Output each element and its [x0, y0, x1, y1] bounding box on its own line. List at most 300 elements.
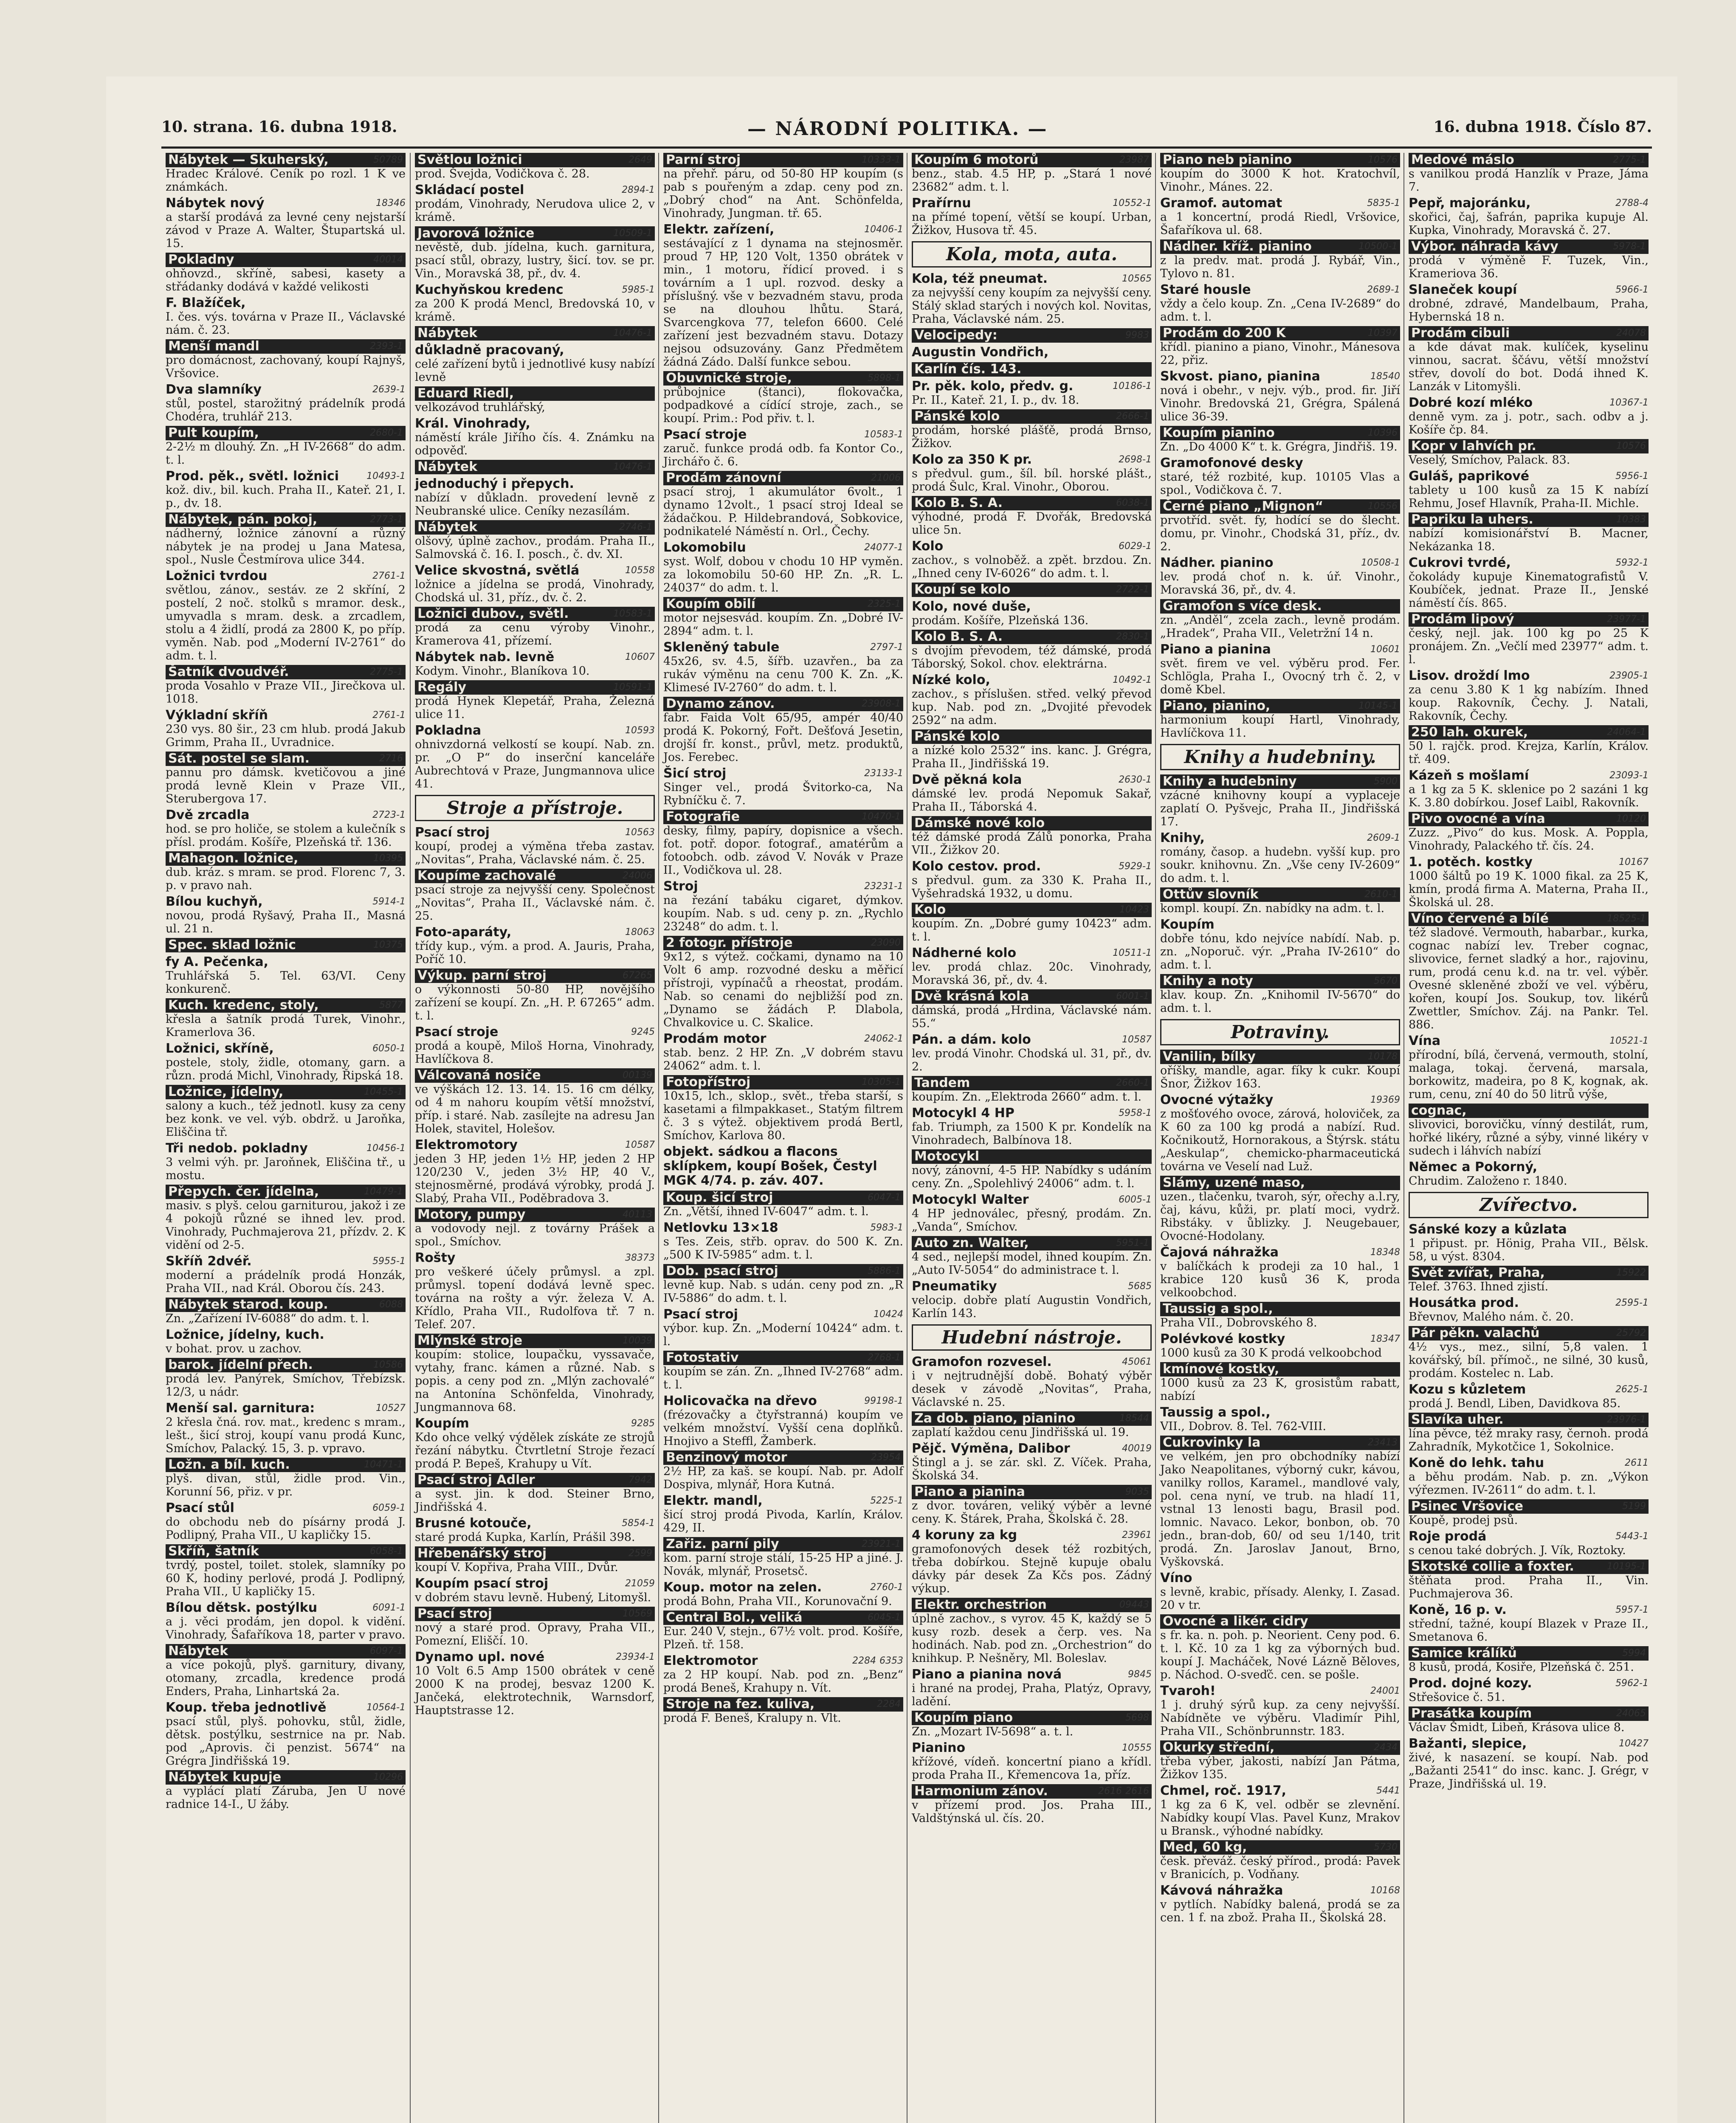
classified-ad	[415, 969, 655, 1022]
ad-text: v dobrém stavu levně. Hubený, Litomyšl.	[415, 1591, 651, 1604]
ad-heading-text: Sánské kozy a kůzlata	[1409, 1222, 1567, 1237]
ad-code: 23090	[871, 938, 901, 948]
classified-ad	[912, 1711, 1152, 1738]
ad-text: dámské lev. prodá Nepomuk Sakař, Praha II., Táborská 4.	[912, 787, 1152, 814]
classified-ad	[1409, 612, 1649, 666]
classified-ad	[166, 1085, 406, 1139]
ad-code: 24006	[623, 870, 652, 881]
classified-ad	[912, 1076, 1152, 1104]
ad-text: 4 sed., nejlepší model, ihned koupím. Zn. „Auto IV-5054“ do administrace t. l.	[912, 1250, 1152, 1277]
ad-heading-text: Psací stůl	[166, 1501, 234, 1515]
ad-heading-text: Dynamo upl. nové	[415, 1650, 545, 1664]
classified-ad	[1409, 912, 1649, 1031]
ad-heading-text: Kozu s kůzletem	[1409, 1382, 1526, 1397]
ad-text: s předvul. gum. za 330 K. Praha II., Vyšehradská 1932, u domu.	[912, 874, 1152, 900]
classified-ad	[166, 998, 406, 1039]
ad-heading-text: Kuch. kredenc, stoly,	[168, 998, 319, 1013]
ad-text: též dámské prodá Zálů ponorka, Praha VII., Žižkov 20.	[912, 831, 1152, 857]
ad-heading	[1160, 1362, 1400, 1377]
ad-text: fabr. Faida Volt 65/95, ampér 40/40 prodá K. Pokorný, Fořt. Dešťová Jesetin, drojší fr. konst., průvl, metz. produktů, Jos. Ferebec.	[663, 711, 903, 764]
ad-heading	[1409, 556, 1649, 570]
ad-heading-text: Víno červené a bílé	[1411, 911, 1549, 926]
classified-ad	[1409, 1034, 1649, 1101]
ad-text: velkozávod truhlářský,	[415, 401, 545, 414]
ad-text: též sladové. Vermouth, habarbar., kurka, cognac nabízí lev. Treber cognac, slivovice, fernet sladký a hor., rajovinu, rum, prodá cenu k.d. na tr. vel. výběr. Ovesné skleněné zboží ve vel. výběru, kořen, koupí Jos. Soukup, tov. likérů Zwettler, Smíchov. Záj. na Pankr. Tel. 886.	[1409, 926, 1649, 1031]
ad-text: ohnivzdorná velkostí se koupí. Nab. zn. pr. „O P“ do inserční kanceláře Aubrechtová v Praze, Jungmannova ulice 41.	[415, 738, 655, 791]
ad-heading-text: Tandem	[914, 1076, 970, 1090]
ad-heading-text: Lisov. droždí lmo	[1409, 668, 1530, 683]
ad-heading	[912, 1236, 1152, 1250]
ad-code: 10456-1	[366, 1143, 406, 1154]
ad-heading	[912, 1528, 1152, 1543]
ad-text: denně vym. za j. potr., sach. odbv a j. Košíře čp. 84.	[1409, 410, 1649, 436]
ad-heading-text: Prodám zánovní	[666, 470, 781, 485]
ad-heading	[415, 326, 655, 341]
ad-code: 10552-1	[1113, 198, 1152, 208]
ad-heading	[912, 1741, 1152, 1755]
ad-heading-text: Světlou ložnici	[417, 153, 522, 167]
classified-ad	[1160, 1571, 1400, 1612]
classified-ad	[1160, 1784, 1400, 1838]
ad-code: 09443	[1119, 1599, 1149, 1610]
ad-heading-text: Psací stroj	[663, 1307, 738, 1322]
ad-text: prodá v výměně F. Tuzek, Vin., Krameriova 36.	[1409, 254, 1649, 280]
ad-code: 5985-1	[622, 284, 655, 295]
ad-heading	[663, 810, 903, 824]
classified-ad	[415, 417, 655, 457]
classified-ad	[912, 196, 1152, 237]
classified-ad	[166, 1770, 406, 1811]
ad-heading-text: Menší sal. garnitura:	[166, 1401, 315, 1416]
ad-code: 6353	[879, 1656, 903, 1666]
ad-code: 10555	[1122, 1743, 1152, 1753]
classified-ad	[415, 825, 655, 866]
ad-code: 5698	[1125, 1712, 1149, 1723]
ad-heading-text: Prodám do 200 K	[1163, 326, 1286, 341]
ad-code: 2775-1	[370, 667, 403, 677]
ad-text: Veselý, Smíchov, Palack. 83.	[1409, 453, 1570, 467]
ad-code: 67265	[623, 970, 652, 981]
ad-heading-text: Nádherné kolo	[912, 946, 1017, 960]
ad-heading-text: Koup. třeba jednotlivě	[166, 1700, 327, 1715]
classified-ad	[1160, 456, 1400, 497]
ad-heading	[1409, 196, 1649, 211]
ad-code: 2698-1	[1119, 454, 1152, 465]
ad-text: a nízké kolo 2532“ ins. kanc. J. Grégra, Praha II., Jindřišská 19.	[912, 744, 1152, 770]
ad-heading	[166, 339, 406, 354]
ad-heading	[663, 1654, 903, 1668]
classified-ad	[166, 1298, 406, 1325]
ad-code: 24065	[1616, 1708, 1646, 1719]
classified-ad	[415, 1473, 655, 1514]
ad-text: ve výškách 12. 13. 14. 15. 16 cm délky, od 4 m nahoru koupím větší množství, příp. i staré. Nab. zasílejte na adresu Jan Holek, stavitel, Holešov.	[415, 1083, 655, 1135]
ad-heading	[166, 512, 406, 527]
ad-code: 10569	[623, 1608, 652, 1619]
ad-code: 10576	[1368, 155, 1398, 165]
ad-code: 2768-1	[868, 1352, 901, 1363]
ad-text: vždy a čelo koup. Zn. „Cena IV-2689“ do adm. t. l.	[1160, 297, 1400, 324]
ad-heading-text: Psací stroj Adler	[417, 1473, 535, 1487]
classified-ad	[1409, 439, 1649, 467]
ad-text: 230 vys. 80 šir., 23 cm hlub. prodá Jakub Grimm, Praha II., Uvradnice.	[166, 723, 406, 749]
ad-text: gramofonových desek též rozbitých, třeba dobírkou. Stejně kupuje obalu dávky pár desek Za Kčs pos. Zádný výkup.	[912, 1543, 1152, 1595]
ad-heading-text: Knihy,	[1160, 831, 1205, 845]
ad-heading-text: Skotské collie a foxter.	[1411, 1559, 1574, 1574]
ad-heading	[1409, 1160, 1649, 1174]
ad-code: 18348	[1370, 1247, 1400, 1258]
ad-heading-text: Knihy a noty	[1163, 974, 1253, 988]
classified-ad	[166, 1358, 406, 1399]
classified-ad	[663, 1450, 903, 1491]
ad-text: lína pěvce, též mraky rasy, černoh. prodá Zahradník, Mykotčice 1, Sokolnice.	[1409, 1427, 1649, 1453]
ad-heading-text: Němec a Pokorný,	[1409, 1160, 1538, 1174]
ad-code: 6091-1	[372, 1602, 406, 1613]
classified-ad	[166, 1701, 406, 1768]
ad-heading-text: Pult koupím,	[168, 425, 259, 440]
classified-ad	[912, 1149, 1152, 1190]
ad-heading	[166, 955, 406, 969]
ad-heading-text: Menší mandl	[168, 339, 259, 354]
ad-heading-text: Fotopřístroj	[666, 1075, 751, 1090]
classified-ad	[663, 153, 903, 220]
ad-heading	[166, 1328, 406, 1342]
classified-ad	[912, 600, 1152, 627]
classified-ad	[1409, 725, 1649, 766]
ad-text: 1 kg za 6 K, vel. odběr se zlevnění. Nabídky koupí Vlas. Pavel Kunz, Mrakov u Bransk., výhodné nabídky.	[1160, 1798, 1400, 1838]
ad-heading-text: Psací stroje	[663, 427, 747, 442]
ad-heading-text: Prasátka koupím	[1411, 1706, 1532, 1721]
ad-text: novou, prodá Ryšavý, Praha II., Masná ul. 21 n.	[166, 909, 406, 935]
ad-code: 00139	[623, 1070, 652, 1081]
ad-heading-text: Výbor. náhrada kávy	[1411, 239, 1558, 254]
ad-heading	[1160, 887, 1400, 902]
classified-ad	[166, 1501, 406, 1542]
ad-heading-text: Psací stroj	[415, 825, 490, 840]
classified-ad	[663, 1494, 903, 1535]
ad-heading	[166, 1644, 406, 1658]
ad-code: 5443-1	[1615, 1531, 1649, 1542]
ad-text: prodám, Vinohrady, Nerudova ulice 2, v krámě.	[415, 197, 655, 224]
classified-ad	[166, 752, 406, 805]
ad-text: o výkonnosti 50-80 HP, novějšího zařízení se koupí. Zn. „H. P. 67265“ adm. t. l.	[415, 983, 655, 1022]
ad-text: (frézovačky a čtyřstranná) koupím ve velkém množství. Vyšší cena doplňků. Hnojivo a Steffl, Žamberk.	[663, 1408, 903, 1448]
ad-text: tablety u 100 kusů za 15 K nabízí Rehmu, Josef Hlavník, Praha-II. Michle.	[1409, 484, 1649, 510]
ad-heading-text: Hřebenářský stroj	[417, 1546, 547, 1561]
ad-heading-text: Staré housle	[1160, 282, 1251, 297]
ad-heading-text: Okurky střední,	[1163, 1740, 1275, 1755]
ad-text: 45x26, sv. 4.5, šířb. uzavřen., ba za rukáv výměnu na cenu 700 K. Zn. „K. Klimesé IV-2760“ do adm. t. l.	[663, 655, 903, 694]
ad-heading-text: Prodám motor	[663, 1031, 767, 1046]
ad-heading-text: Šicí stroj	[663, 766, 727, 781]
ad-text: ložnice a jídelna se prodá, Vinohrady, Chodská ul. 31, příz., dv. č. 2.	[415, 578, 655, 604]
ad-code: 18544	[1119, 1413, 1149, 1424]
ad-heading	[1409, 326, 1649, 341]
ad-heading	[166, 1544, 406, 1559]
ad-code: 23133-1	[864, 768, 903, 779]
ad-heading-text: Výkladní skříň	[166, 708, 268, 723]
ad-heading-text: Koupím	[1160, 917, 1215, 932]
ad-text: za 2 HP koupí. Nab. pod zn. „Benz“ prodá Beneš, Krahupy n. Vít.	[663, 1668, 903, 1695]
classified-ad	[415, 226, 655, 280]
ad-text: a syst. jin. k dod. Steiner Brno, Jindřišská 4.	[415, 1487, 655, 1514]
classified-ad	[166, 469, 406, 510]
ad-text: nabízí komisionářství B. Macner, Nekázanka 18.	[1409, 527, 1649, 553]
classified-ad	[1160, 1362, 1400, 1403]
ad-heading	[663, 1611, 903, 1625]
ad-heading	[1160, 283, 1400, 297]
ad-code: 6038-1	[1116, 498, 1149, 508]
classified-ad	[415, 343, 655, 384]
ad-text: 3 velmi výh. pr. Jaroňnek, Eliščina tř., u mostu.	[166, 1156, 406, 1182]
ad-code: 10367-1	[1609, 397, 1649, 408]
ad-heading-text: Piano a pianina nová	[912, 1667, 1062, 1682]
ad-heading	[1409, 1646, 1649, 1661]
ad-text: z mošťového ovoce, zárová, holoviček, za K 60 za 100 kg prodá a nabízí. Rud. Kočnikoutž, Hornorakous, a Štýrsk. státu „Aeskulap“, chemicko-pharmaceutická továrna ve Veselí nad Luž.	[1160, 1107, 1400, 1173]
masthead	[161, 118, 1652, 144]
classified-ad	[912, 1598, 1152, 1665]
ad-heading-text: Piano neb pianino	[1163, 153, 1292, 167]
ad-text: desky, filmy, papíry, dopisnice a všech. fot. potř. dopor. fotograf., amatérům a fotoobch. odb. závod V. Novák v Praze II., Vodičkova ul. 28.	[663, 824, 903, 877]
ad-text: 1000 kusů za 30 K prodá velkoobchod	[1160, 1346, 1382, 1360]
ad-heading	[1160, 369, 1400, 384]
column-1	[161, 153, 410, 2123]
ad-heading-text: 4 koruny za kg	[912, 1528, 1017, 1543]
ad-heading-text: Nádher. pianino	[1160, 555, 1274, 570]
ad-text: koupím. Zn. „Elektroda 2660“ adm. t. l.	[912, 1090, 1142, 1104]
ad-code: 10556	[1368, 501, 1398, 512]
ad-text: oříšky, mandle, agar. fíky k cukr. Koupí Šnor, Žižkov 163.	[1160, 1064, 1400, 1090]
ad-code: 10471-1	[364, 1459, 403, 1470]
ad-text: harmonium koupí Hartl, Vinohrady, Havlíčkova 11.	[1160, 713, 1400, 740]
ad-text: dámská, prodá „Hrdina, Václavské nám. 55.“	[912, 1004, 1152, 1030]
ad-heading-text: Eduard Riedl,	[417, 386, 514, 401]
classified-ad	[912, 1193, 1152, 1233]
ad-heading-text: jednoduchý i přepych.	[415, 476, 574, 491]
classified-ad	[1160, 918, 1400, 971]
ad-heading	[415, 283, 655, 297]
classified-ad	[912, 1485, 1152, 1526]
classified-ad	[912, 453, 1152, 493]
ad-text: Zn. „Do 4000 K“ t. k. Grégra, Jindřiš. 19.	[1160, 440, 1398, 453]
ad-text: dub. kráz. s mram. se prod. Florenc 7, 3. p. v pravo nah.	[166, 866, 406, 892]
ad-heading-text: Pianino	[912, 1740, 966, 1755]
ad-text: Pr. II., Kateř. 21, I. p., dv. 18.	[912, 394, 1079, 407]
ad-heading-text: Bílou kuchyň,	[166, 894, 263, 909]
classified-ad	[166, 153, 406, 194]
ad-heading-text: Šatník dvoudvéř.	[168, 664, 289, 679]
ad-text: 1000 kusů za 23 K, grosistům rabatt, nabízí	[1160, 1377, 1400, 1403]
ad-heading-text: Koupím piano	[914, 1710, 1013, 1725]
ad-heading	[912, 816, 1152, 831]
ad-heading-text: Elektr. zařízení,	[663, 222, 775, 237]
ad-heading	[415, 607, 655, 621]
ad-text: třídy kup., vým. a prod. A. Jauris, Praha, Poříč 10.	[415, 940, 655, 966]
ad-code: 2393-1	[370, 341, 403, 352]
ad-text: zachov., s volnoběž. a zpět. brzdou. Zn. „Ihned ceny IV-6026“ do adm. t. l.	[912, 554, 1152, 580]
ad-text: čokolády kupuje Kinematografistů V. Koubíček, jednat. Praze II., Jenské náměstí čís. 865.	[1409, 570, 1649, 610]
ad-heading-text: Velocipedy:	[914, 328, 998, 343]
ad-heading-text: Nábytek starod. koup.	[168, 1297, 328, 1312]
classified-ad	[1409, 1646, 1649, 1674]
ad-heading-text: Fotostativ	[666, 1350, 739, 1365]
ad-text: prodá za cenu výroby Vinohr., Kramerova 41, přízemí.	[415, 621, 655, 648]
ad-code: 2760-1	[870, 1582, 903, 1593]
ad-heading-text: Slavíka uher.	[1411, 1412, 1504, 1427]
classified-ad	[1409, 1296, 1649, 1323]
ad-code: 10576	[1616, 441, 1646, 451]
ad-heading-text: Nábytek	[168, 1644, 228, 1658]
classified-ad	[1409, 153, 1649, 194]
ad-heading	[912, 989, 1152, 1004]
ad-text: velocip. dobře platí Augustin Vondřich, Karlín 143.	[912, 1294, 1152, 1320]
ad-text: koupí V. Kopřiva, Praha VIII., Dvůr.	[415, 1561, 618, 1574]
ad-code: 5978-1	[1613, 241, 1646, 252]
ad-code-secondary: 2284	[852, 1656, 876, 1666]
ad-heading	[912, 1485, 1152, 1499]
ad-heading	[1409, 1326, 1649, 1340]
ad-code: 10455-1	[364, 1087, 403, 1097]
ad-heading	[1160, 1571, 1400, 1585]
ad-heading-text: Dámské nové kolo	[914, 816, 1045, 831]
ad-heading	[663, 541, 903, 555]
ad-text: nová i obehr., v nejv. výb., prod. fir. Jiří Vinohr. Bredovská 21, Grégra, Spálená ulice 36-39.	[1160, 384, 1400, 423]
ad-text: masiv. s plyš. celou garniturou, jakož i ze 4 pokojů různé se ihned lev. prod. Vinohrady, Puchmajerova 21, přízdv. 2. K vidění od 2-5.	[166, 1199, 406, 1252]
classified-ad	[415, 477, 655, 518]
classified-ad	[912, 903, 1152, 943]
ad-code-secondary: 2616	[1098, 1786, 1122, 1796]
ad-text: pro domácnost, zachovaný, koupí Rajnyš, Vršovice.	[166, 354, 406, 380]
ad-text: dobře tónu, kdo nejvíce nabídí. Nab. p. zn. „Noporuč. výr. „Praha IV-2610“ do adm. t. l.	[1160, 932, 1400, 971]
classified-ad	[1409, 855, 1649, 909]
ad-heading	[1409, 612, 1649, 627]
ad-heading	[663, 597, 903, 611]
classified-ad	[1409, 812, 1649, 853]
ad-heading	[1409, 1676, 1649, 1691]
column-4	[907, 153, 1156, 2123]
ad-code: 10145-1	[1358, 701, 1398, 711]
classified-ad	[415, 460, 655, 474]
ad-heading	[663, 879, 903, 894]
ad-heading-text: Koně do lehk. tahu	[1409, 1456, 1544, 1470]
ad-code: 10396	[1368, 428, 1398, 438]
ad-text: 10x15, lch., sklop., svět., třeba starší, s kasetami a filmpakkaset., Statým filtrem č. 3 s výtež. objektivem prodá Bertl, Smíchov, Karlova 80.	[663, 1090, 903, 1142]
ad-heading-text: Gramof. automat	[1160, 196, 1282, 211]
ad-heading	[1409, 1499, 1649, 1514]
ad-text: drobné, zdravé, Mandelbaum, Praha, Hybernská 18 n.	[1409, 297, 1649, 324]
ad-code: 10586	[373, 1360, 403, 1370]
ad-text: plyš. divan, stůl, židle prod. Vin., Korunní 56, přiz. v pr.	[166, 1472, 406, 1498]
ad-text: skořici, čaj, šafrán, paprika kupuje Al. Kupka, Vinohrady, Moravská č. 27.	[1409, 211, 1649, 237]
ad-text: 1 j. druhý sýrů kup. za ceny nejvyšší. Nabídněte ve výběru. Vladimír Pihl, Praha VII., Schönbrunnstr. 183.	[1160, 1698, 1400, 1738]
ad-text: Hradec Králové. Ceník po rozl. 1 K ve známkách.	[166, 167, 406, 194]
ad-text: prodá F. Beneš, Kralupy n. Vlt.	[663, 1712, 841, 1725]
ad-heading	[663, 1145, 903, 1188]
ad-heading-text: Medové máslo	[1411, 153, 1514, 167]
page-date-left: 10. strana. 16. dubna 1918.	[161, 118, 397, 136]
ad-code: 5914-1	[372, 896, 406, 907]
ad-code: 2680-1	[370, 428, 403, 438]
classified-ad	[912, 859, 1152, 900]
ad-heading	[1409, 1706, 1649, 1721]
ad-heading	[166, 808, 406, 822]
classified-ad	[663, 879, 903, 933]
classified-ad	[1160, 1093, 1400, 1173]
ad-heading	[912, 1667, 1152, 1682]
classified-ad	[1409, 1266, 1649, 1293]
ad-heading-text: Ložnice, jídelny, kuch.	[166, 1327, 324, 1342]
ad-heading-text: Koup. motor na zelen.	[663, 1580, 822, 1595]
ad-text: koupím: stolice, loupačku, vyssavače, vytahy, franc. kámen a různé. Nab. s popis. a ceny pod zn. „Mlýn zachovalé“ na Antonína Schönfelda, Vinohrady, Jungmannova 68.	[415, 1348, 655, 1414]
ad-heading-text: 2 fotogr. přístroje	[666, 935, 793, 950]
ad-text: Štingl a j. se zár. skl. Z. Víček. Praha, Školská 34.	[912, 1456, 1152, 1482]
ad-heading-text: Pokladna	[415, 723, 482, 738]
ad-code: 2595-1	[1615, 1298, 1649, 1308]
ad-heading	[415, 477, 655, 491]
classified-ad	[166, 1328, 406, 1355]
classified-ad	[663, 428, 903, 468]
ad-code: 10305-1	[862, 1077, 901, 1087]
ad-heading-text: Prod. pěk., světl. ložnici	[166, 469, 339, 484]
ad-code: 18346	[376, 198, 406, 208]
ad-text: I. čes. výs. továrna v Praze II., Václavské nám. č. 23.	[166, 310, 406, 337]
ad-text: romány, časop. a hudebn. vyšší kup. pro soukr. knihovnu. Zn. „Vše ceny IV-2609“ do adm. t. l.	[1160, 845, 1400, 885]
ad-code: 21059	[625, 1578, 655, 1589]
ad-code: 6050-1	[372, 1043, 406, 1054]
ad-text: třeba výber, jakosti, nabízí Jan Pátma, Žižkov 135.	[1160, 1755, 1400, 1781]
ad-heading-text: Gramofon s více desk.	[1163, 599, 1322, 614]
ad-heading	[663, 1394, 903, 1408]
ad-heading	[1160, 831, 1400, 845]
ad-heading	[912, 673, 1152, 687]
ad-heading	[1409, 769, 1649, 783]
ad-code: 10167	[1619, 857, 1649, 867]
ad-code: 6029-1	[1119, 541, 1152, 552]
ad-code: 23961	[1122, 1530, 1152, 1540]
ad-text: český, nejl. jak. 100 kg po 25 K pronájem. Zn. „Večlí med 23977“ adm. t. l.	[1409, 627, 1649, 666]
ad-text: Koupě, prodej psů.	[1409, 1514, 1518, 1527]
ad-text: v bohat. prov. u zachov.	[166, 1342, 302, 1355]
ad-text: prvotříd. svět. fy, hodící se do šlecht. domu, pr. Vinohr., Chodská 31, příz., dv. 2.	[1160, 514, 1400, 553]
ad-heading-text: 250 lah. okurek,	[1411, 725, 1528, 740]
ad-text: lev. prodá Vinohr. Chodská ul. 31, př., dv. 2.	[912, 1047, 1152, 1073]
ad-code: 5962-1	[1615, 1678, 1649, 1689]
ad-code: 2630-1	[1119, 774, 1152, 785]
ad-heading-text: Vína	[1409, 1033, 1441, 1048]
ad-heading	[415, 386, 655, 401]
ad-code: 10424	[874, 1309, 903, 1320]
ad-text: uzen., tlačenku, tvaroh, sýr, ořechy a.l.ry, čaj, kávu, kůži, pr. platí moci, vydrž. Ribstáky. v ůblizky. J. Neugebauer, Ovocné-Hodolany.	[1160, 1190, 1400, 1243]
ad-heading	[912, 328, 1152, 343]
ad-heading-text: Stroj	[663, 879, 698, 894]
ad-heading	[1409, 439, 1649, 453]
classified-ad	[166, 1141, 406, 1182]
section-heading: Zvířectvo.	[1409, 1192, 1649, 1218]
ad-heading	[1409, 1382, 1649, 1397]
ad-heading-text: Kolo	[914, 902, 946, 917]
ad-heading	[663, 1221, 903, 1235]
ad-code: 10511-1	[1113, 948, 1152, 958]
ad-code: 2599	[628, 1548, 652, 1559]
ad-heading-text: Bažanti, slepice,	[1409, 1736, 1527, 1751]
ad-heading	[415, 925, 655, 940]
ad-heading-text: Čajová náhražka	[1160, 1245, 1279, 1260]
ad-code: 24077-1	[864, 542, 903, 553]
ad-code: 5958-1	[1119, 1108, 1152, 1118]
ad-text: lev. prodá choť n. k. úř. Vinohr., Moravská 36, př., dv. 4.	[1160, 570, 1400, 597]
ad-heading-text: Koupíme zachovalé	[417, 868, 556, 883]
ad-heading-text: Mlýnské stroje	[417, 1333, 523, 1348]
ad-code: 6088	[379, 1299, 403, 1310]
